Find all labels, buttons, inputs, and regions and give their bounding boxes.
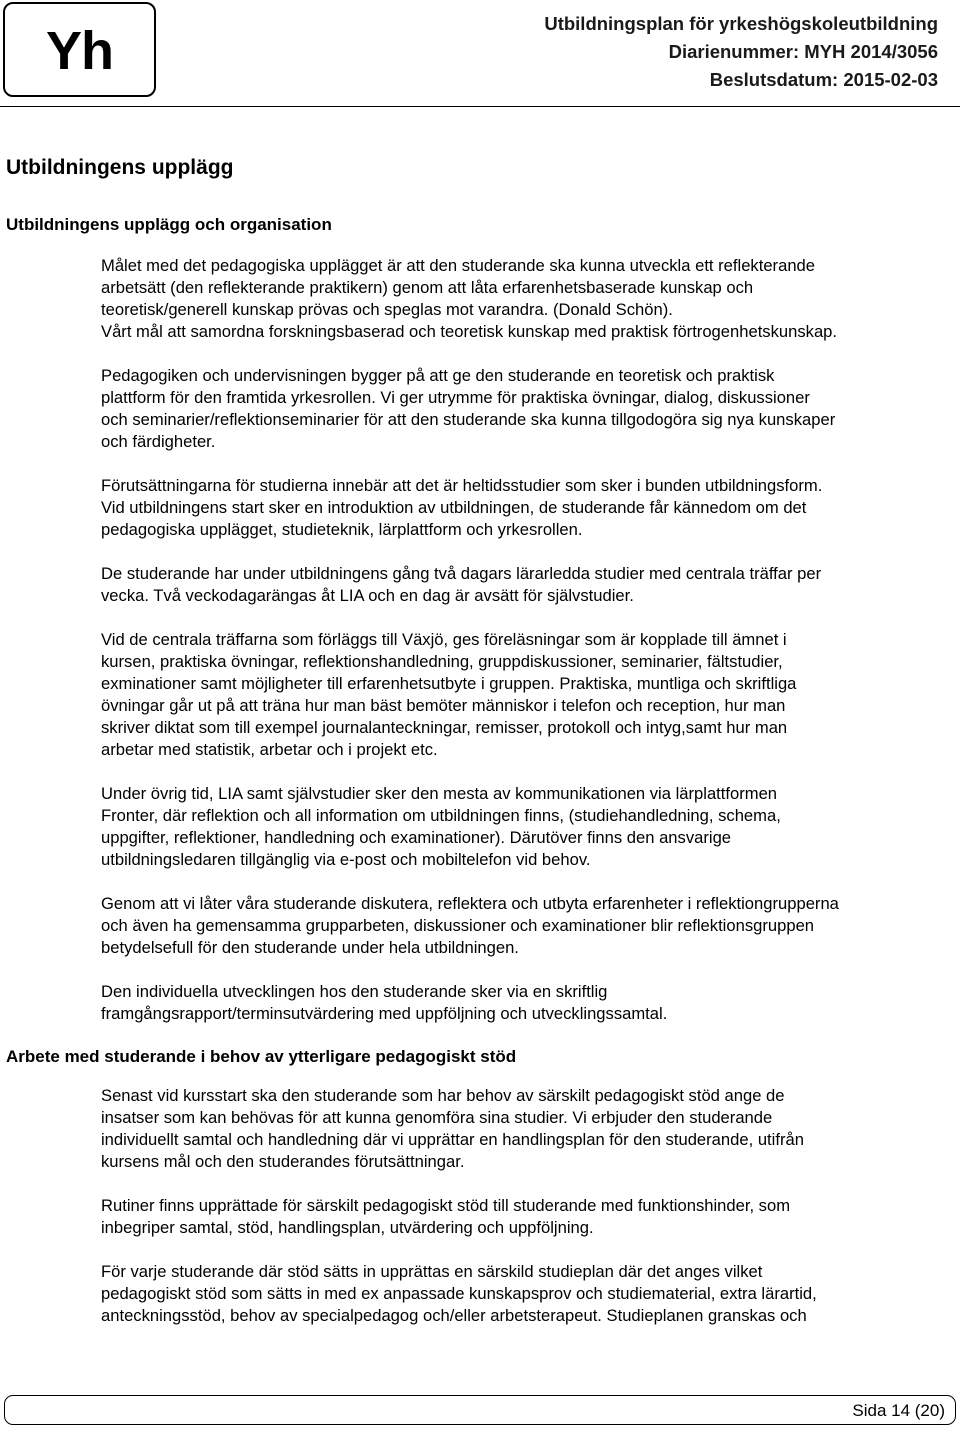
- paragraph-line: uppgifter, reflektioner, handledning och examinationer). Därutöver finns den ansvarige: [101, 828, 732, 847]
- paragraph-line: och seminarier/reflektionseminarier för att den studerande ska kunna tillgodogöra sig nya kunskaper: [101, 410, 836, 429]
- paragraph-line: plattform för den framtida yrkesrollen. Vi ger utrymme för praktiska övningar, dialog, diskussioner: [101, 388, 810, 407]
- diary-number: Diarienummer: MYH 2014/3056: [668, 41, 938, 62]
- header-divider: [0, 106, 960, 107]
- paragraph-line: skriver diktat som till exempel journalanteckningar, remisser, protokoll och intyg,samt hur man: [101, 718, 788, 737]
- section-heading: Utbildningens upplägg: [6, 156, 234, 179]
- document-title: Utbildningsplan för yrkeshögskoleutbildning: [544, 13, 938, 34]
- subheading-organisation: Utbildningens upplägg och organisation: [6, 215, 332, 234]
- paragraph-line: Under övrig tid, LIA samt självstudier sker den mesta av kommunikationen via lärplattformen: [101, 784, 778, 803]
- paragraph-line: De studerande har under utbildningens gång två dagars lärarledda studier med centrala träffar per: [101, 564, 822, 583]
- paragraph-line: Rutiner finns upprättade för särskilt pedagogiskt stöd till studerande med funktionshinder, som: [101, 1196, 791, 1215]
- page-number: Sida 14 (20): [852, 1401, 945, 1420]
- paragraph-line: arbetar med statistik, arbetar och i projekt etc.: [101, 740, 438, 759]
- section1-body: [101, 255, 956, 1025]
- paragraph-line: Pedagogiken och undervisningen bygger på att ge den studerande en teoretisk och praktisk: [101, 366, 775, 385]
- paragraph-line: Senast vid kursstart ska den studerande som har behov av särskilt pedagogiskt stöd ange de: [101, 1086, 785, 1105]
- paragraph-line: och även ha gemensamma grupparbeten, diskussioner och examinationer blir reflektionsgruppen: [101, 916, 815, 935]
- paragraph-line: pedagogiskt stöd som sätts in med ex anpassade kunskapsprov och studiematerial, extra lärartid,: [101, 1284, 817, 1303]
- paragraph-line: Vårt mål att samordna forskningsbaserad och teoretisk kunskap med praktisk förtrogenhetskunskap.: [101, 322, 838, 341]
- section2-body: [101, 1085, 956, 1327]
- paragraph: [101, 1261, 956, 1327]
- paragraph-line: anteckningsstöd, behov av specialpedagog och/eller arbetsterapeut. Studieplanen granskas och: [101, 1306, 807, 1325]
- paragraph: [101, 255, 956, 343]
- paragraph-line: Den individuella utvecklingen hos den studerande sker via en skriftlig: [101, 982, 608, 1001]
- paragraph: [101, 563, 956, 607]
- paragraph-line: teoretisk/generell kunskap prövas och speglas mot varandra. (Donald Schön).: [101, 300, 673, 319]
- paragraph: [101, 783, 956, 871]
- paragraph: [101, 1085, 956, 1173]
- document-header-info: [544, 10, 938, 94]
- paragraph-line: pedagogiska upplägget, studieteknik, lärplattform och yrkesrollen.: [101, 520, 583, 539]
- paragraph-line: vecka. Två veckodagarängas åt LIA och en dag är avsätt för självstudier.: [101, 586, 634, 605]
- paragraph-line: inbegriper samtal, stöd, handlingsplan, utvärdering och uppföljning.: [101, 1218, 594, 1237]
- paragraph-line: och färdigheter.: [101, 432, 216, 451]
- paragraph: [101, 1195, 956, 1239]
- yh-logo: [3, 2, 156, 97]
- paragraph-line: Vid de centrala träffarna som förläggs till Växjö, ges föreläsningar som är kopplade till ämnet i: [101, 630, 787, 649]
- paragraph-line: insatser som kan behövas för att kunna genomföra sina studier. Vi erbjuder den studerande: [101, 1108, 773, 1127]
- subheading-support: Arbete med studerande i behov av ytterligare pedagogiskt stöd: [6, 1047, 517, 1066]
- paragraph-line: För varje studerande där stöd sätts in upprättas en särskild studieplan där det anges vilket: [101, 1262, 763, 1281]
- paragraph-line: Förutsättningarna för studierna innebär att det är heltidsstudier som sker i bunden utbildningsform.: [101, 476, 823, 495]
- paragraph-line: Vid utbildningens start sker en introduktion av utbildningen, de studerande får kännedom om det: [101, 498, 807, 517]
- logo-text: Yh: [45, 21, 113, 81]
- paragraph-line: Genom att vi låter våra studerande diskutera, reflektera och utbyta erfarenheter i reflektiongrupperna: [101, 894, 839, 913]
- decision-date: Beslutsdatum: 2015-02-03: [709, 69, 938, 90]
- paragraph-line: utbildningsledaren tillgänglig via e-post och mobiltelefon vid behov.: [101, 850, 591, 869]
- paragraph: [101, 981, 956, 1025]
- paragraph-line: kursen, praktiska övningar, reflektionshandledning, gruppdiskussioner, seminarier, fältstudier,: [101, 652, 783, 671]
- paragraph-line: framgångsrapport/terminsutvärdering med uppföljning och utvecklingssamtal.: [101, 1004, 668, 1023]
- paragraph-line: kursens mål och den studerandes förutsättningar.: [101, 1152, 465, 1171]
- paragraph-line: exminationer samt möjligheter till erfarenhetsutbyte i gruppen. Praktiska, muntliga och skriftliga: [101, 674, 797, 693]
- paragraph: [101, 365, 956, 453]
- paragraph-line: övningar går ut på att träna hur man bäst bemöter människor i telefon och reception, hur man: [101, 696, 786, 715]
- paragraph-line: arbetsätt (den reflekterande praktikern) genom att låta erfarenhetsbaserade kunskap och: [101, 278, 754, 297]
- paragraph-line: Fronter, där reflektion och all information om utbildningen finns, (studiehandledning, schema,: [101, 806, 781, 825]
- paragraph: [101, 893, 956, 959]
- paragraph: [101, 629, 956, 761]
- paragraph-line: Målet med det pedagogiska upplägget är att den studerande ska kunna utveckla ett reflekterande: [101, 256, 816, 275]
- paragraph-line: betydelsefull för den studerande under hela utbildningen.: [101, 938, 519, 957]
- paragraph-line: individuellt samtal och handledning där vi upprättar en handlingsplan för den studerande, utifrån: [101, 1130, 804, 1149]
- paragraph: [101, 475, 956, 541]
- page-footer: [4, 1395, 956, 1425]
